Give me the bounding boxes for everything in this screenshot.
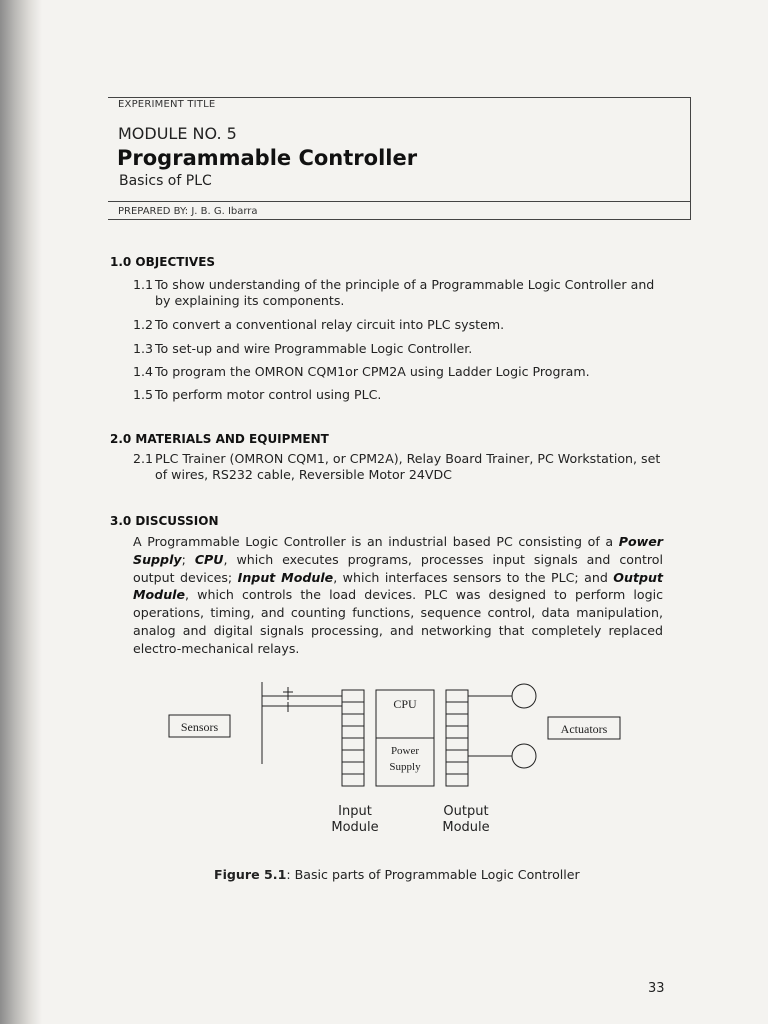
input-label-line: Input	[338, 804, 372, 819]
page-subtitle: Basics of PLC	[119, 173, 212, 189]
objective-number: 1.5	[133, 387, 154, 402]
materials-text: PLC Trainer (OMRON CQM1, or CPM2A), Relay Board Trainer, PC Workstation, set	[155, 451, 661, 466]
figure-caption	[214, 867, 580, 882]
page-number: 33	[648, 981, 665, 996]
term-output-module: Output Module	[133, 569, 663, 603]
term-power-supply: Power Supply	[133, 534, 663, 567]
term-cpu: CPU	[194, 551, 224, 567]
objective-text: To show understanding of the principle of a Programmable Logic Controller and	[155, 277, 655, 292]
output-module-label	[434, 804, 498, 836]
objective-continuation: by explaining its components.	[155, 293, 345, 308]
objective-item	[133, 317, 504, 333]
output-label-line: Output	[443, 804, 489, 819]
materials-item	[133, 451, 660, 467]
discussion-text: , which executes programs, processes input signals and control output devices;	[133, 551, 663, 585]
objective-number: 1.2	[133, 317, 154, 332]
plc-diagram	[150, 672, 630, 852]
objective-text: To set-up and wire Programmable Logic Controller.	[155, 341, 473, 356]
objective-text: To program the OMRON CQM1or CPM2A using Ladder Logic Program.	[155, 364, 590, 379]
cpu-label: CPU	[393, 697, 417, 711]
actuators-label: Actuators	[560, 722, 608, 736]
objective-text: To perform motor control using PLC.	[155, 387, 382, 402]
objective-number: 1.4	[133, 364, 154, 379]
page-title: Programmable Controller	[117, 146, 418, 170]
caption-text: : Basic parts of Programmable Logic Controller	[286, 867, 580, 882]
materials-number: 2.1	[133, 451, 154, 466]
title-box-divider	[108, 201, 691, 202]
caption-number: Figure 5.1	[214, 867, 287, 882]
input-module-label	[325, 804, 385, 836]
module-label-line: Module	[442, 820, 490, 835]
objectives-heading: 1.0 OBJECTIVES	[110, 255, 216, 269]
materials-heading: 2.0 MATERIALS AND EQUIPMENT	[110, 432, 329, 446]
discussion-text: A Programmable Logic Controller is an industrial based PC consisting of a	[133, 534, 619, 549]
module-label-line: Module	[331, 820, 379, 835]
power-label: Power	[390, 745, 420, 757]
load-coil-2	[512, 744, 536, 768]
objective-item	[133, 341, 472, 357]
discussion-heading: 3.0 DISCUSSION	[110, 514, 219, 528]
discussion-text: , which interfaces sensors to the PLC; and	[333, 569, 614, 585]
discussion-paragraph	[133, 533, 663, 658]
experiment-title-label: EXPERIMENT TITLE	[118, 99, 216, 110]
prepared-by: PREPARED BY: J. B. G. Ibarra	[118, 206, 258, 217]
objective-item	[133, 387, 381, 403]
materials-continuation: of wires, RS232 cable, Reversible Motor 24VDC	[155, 467, 452, 482]
objective-number: 1.1	[133, 277, 154, 292]
sensors-label: Sensors	[180, 720, 219, 734]
supply-label: Supply	[389, 761, 421, 773]
objective-text: To convert a conventional relay circuit into PLC system.	[155, 317, 505, 332]
discussion-text: ;	[181, 551, 195, 567]
module-number: MODULE NO. 5	[118, 124, 237, 143]
term-input-module: Input Module	[237, 569, 334, 585]
discussion-text: , which controls the load devices. PLC was designed to perform logic operations, timing, and counting functions, sequence control, data manipulation, analog and digital signals processing, and networking that completely replaced electro-mechanical relays.	[133, 587, 663, 656]
objective-item	[133, 364, 590, 380]
load-coil-1	[512, 684, 536, 708]
objective-item	[133, 277, 654, 293]
objective-number: 1.3	[133, 341, 154, 356]
